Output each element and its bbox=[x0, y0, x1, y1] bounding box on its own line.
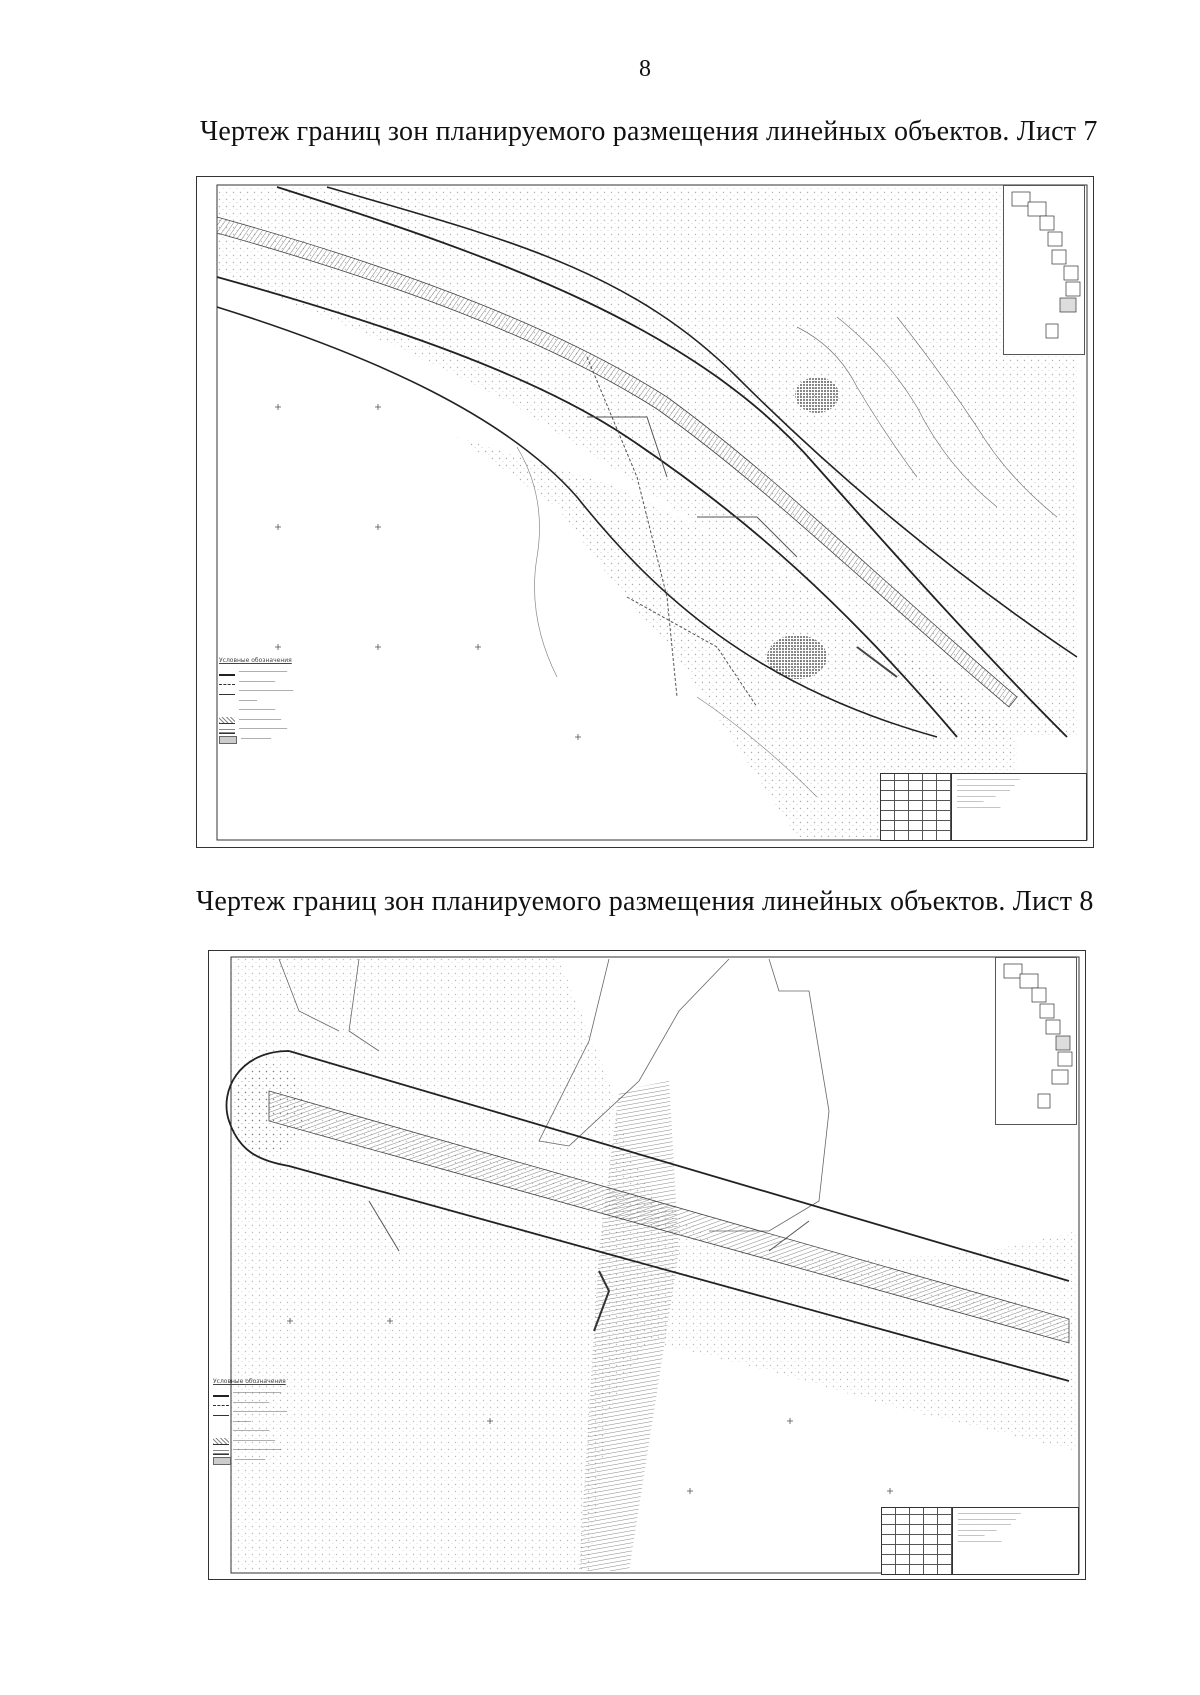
legend-text: ──────────────── bbox=[233, 1447, 282, 1454]
legend-row bbox=[213, 1408, 403, 1418]
legend-swatch bbox=[219, 717, 235, 724]
legend-row bbox=[219, 725, 409, 735]
legend-text: ────────────── bbox=[233, 1437, 276, 1444]
sheet-8-drawing bbox=[208, 950, 1086, 1580]
legend-row bbox=[213, 1446, 403, 1456]
legend-row bbox=[213, 1456, 403, 1466]
sheet-7-map bbox=[197, 177, 1093, 847]
legend-title: Условные обозначения bbox=[213, 1378, 286, 1385]
sheet-8-keymap bbox=[995, 957, 1077, 1125]
legend-swatch bbox=[219, 690, 235, 695]
legend-text: ──────────── bbox=[233, 1399, 270, 1406]
legend-swatch bbox=[219, 709, 235, 713]
title-block-text: ────────────────────────── ──────────────────────── ────────────────────── ──────────────── ─────────── ────────────────── bbox=[958, 1511, 1021, 1544]
legend-row bbox=[219, 735, 409, 745]
sheet-8-map bbox=[209, 951, 1085, 1579]
legend-row bbox=[219, 668, 409, 678]
legend-row bbox=[213, 1399, 403, 1409]
legend-swatch bbox=[219, 700, 235, 704]
legend-text: ──────────── bbox=[239, 707, 276, 714]
sheet-7-caption: Чертеж границ зон планируемого размещения линейных объектов. Лист 7 bbox=[200, 116, 1098, 147]
legend-text: ──────────────── bbox=[239, 726, 288, 733]
legend-row bbox=[219, 687, 409, 697]
sheet-8-title-block bbox=[881, 1507, 1079, 1575]
legend-swatch bbox=[219, 736, 237, 744]
sheet-8-caption: Чертеж границ зон планируемого размещения линейных объектов. Лист 8 bbox=[196, 886, 1094, 917]
sheet-7-drawing bbox=[196, 176, 1094, 848]
legend-row bbox=[213, 1389, 403, 1399]
title-block-grid bbox=[882, 1508, 953, 1574]
legend-swatch bbox=[213, 1438, 229, 1445]
legend-text: ──────────── bbox=[233, 1428, 270, 1435]
legend-swatch bbox=[213, 1411, 229, 1416]
legend-text: ────── bbox=[233, 1418, 252, 1425]
legend-title: Условные обозначения bbox=[219, 657, 292, 664]
legend-text: ──────────────── bbox=[233, 1390, 282, 1397]
legend-text: ──────────────── bbox=[239, 669, 288, 676]
page-number: 8 bbox=[639, 56, 651, 82]
legend-swatch bbox=[213, 1391, 229, 1397]
legend-text: ──────────── bbox=[239, 678, 276, 685]
legend-swatch bbox=[219, 670, 235, 676]
legend-swatch bbox=[213, 1430, 229, 1434]
legend-swatch bbox=[213, 1401, 229, 1406]
legend-text: ────────── bbox=[235, 1456, 266, 1463]
legend-row bbox=[219, 706, 409, 716]
sheet-7-keymap bbox=[1003, 185, 1085, 355]
legend-swatch bbox=[219, 727, 235, 734]
corner-mark: ‾ ‾ ‾ bbox=[1177, 0, 1192, 11]
legend-row bbox=[219, 716, 409, 726]
legend-row bbox=[213, 1437, 403, 1447]
sheet-7-title-block bbox=[880, 773, 1087, 841]
legend-text: ────── bbox=[239, 697, 258, 704]
sheet-7-legend bbox=[219, 655, 409, 744]
legend-swatch bbox=[213, 1421, 229, 1425]
title-block-text: ────────────────────────── ──────────────────────── ────────────────────── ──────────────── ─────────── ────────────────── bbox=[957, 777, 1020, 810]
legend-row bbox=[213, 1418, 403, 1428]
legend-swatch bbox=[213, 1457, 231, 1465]
legend-text: ────────────────── bbox=[233, 1409, 288, 1416]
legend-row bbox=[219, 697, 409, 707]
legend-swatch bbox=[213, 1448, 229, 1455]
legend-row bbox=[213, 1427, 403, 1437]
legend-text: ────────────────── bbox=[239, 688, 294, 695]
legend-swatch bbox=[219, 680, 235, 685]
title-block-grid bbox=[881, 774, 952, 840]
legend-row bbox=[219, 678, 409, 688]
sheet-8-legend bbox=[213, 1376, 403, 1465]
legend-text: ────────── bbox=[241, 735, 272, 742]
legend-text: ────────────── bbox=[239, 716, 282, 723]
